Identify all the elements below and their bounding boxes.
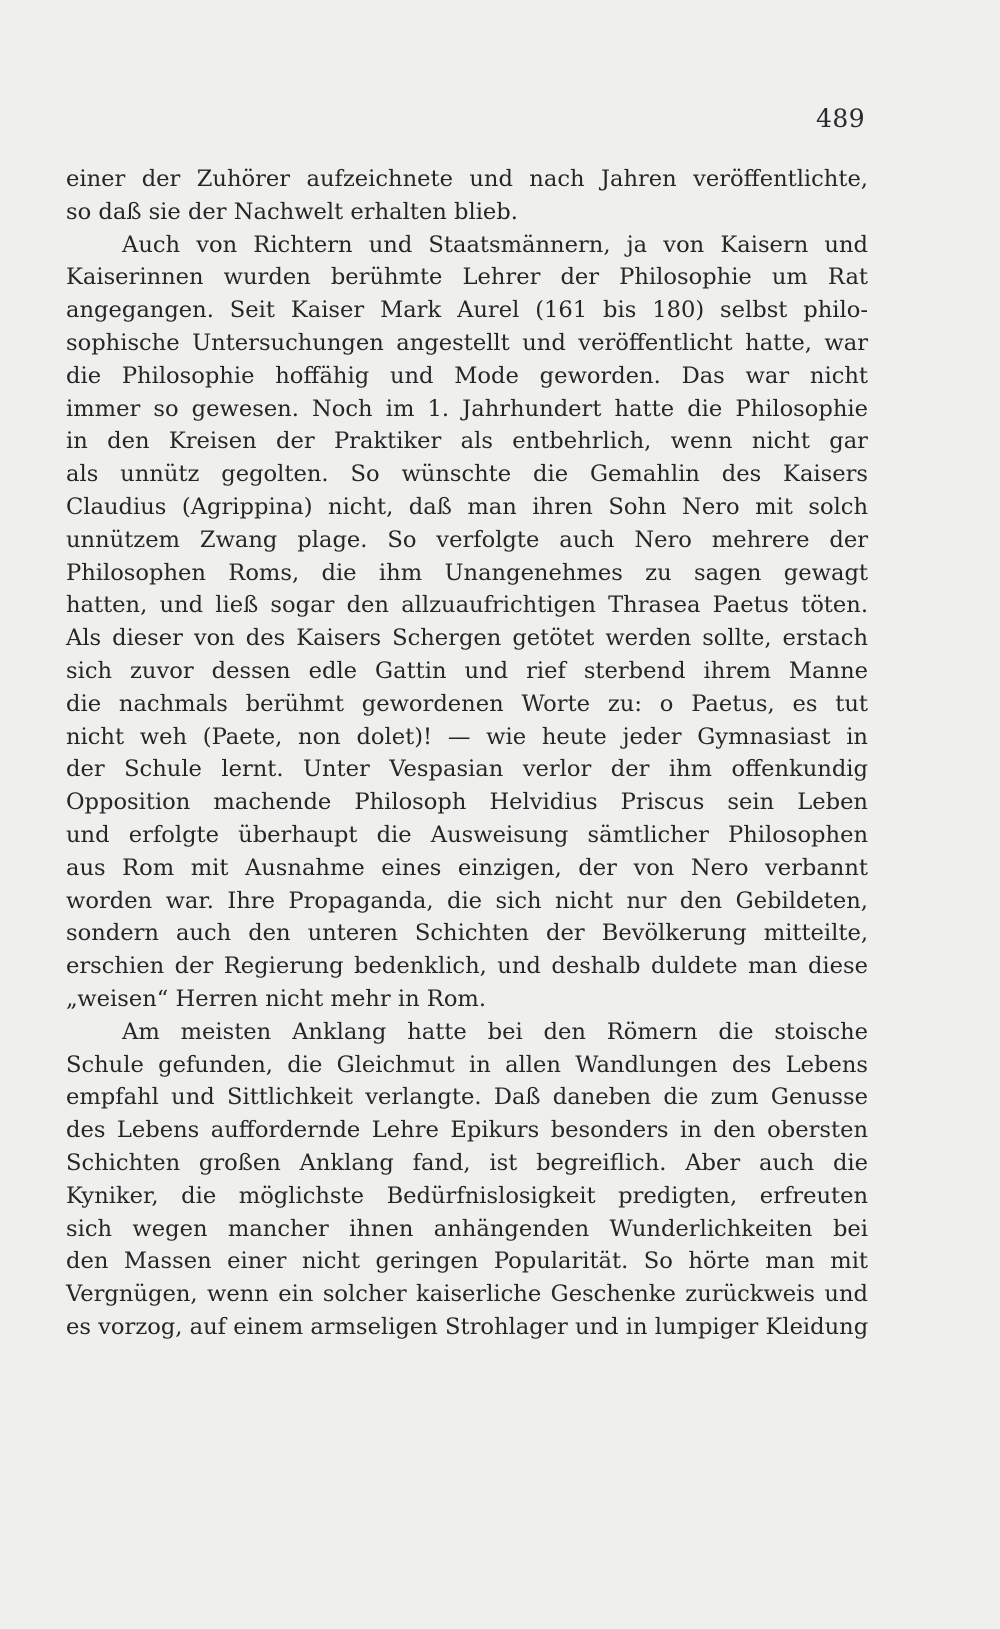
text-line: empfahl und Sittlichkeit verlangte. Daß daneben die zum Genusse — [66, 1084, 868, 1111]
text-line: Schichten großen Anklang fand, ist begreiflich. Aber auch die — [66, 1149, 868, 1176]
text-line: hatten, und ließ sogar den allzuaufrichtigen Thrasea Paetus töten. — [66, 592, 868, 619]
text-line: Opposition machende Philosoph Helvidius Priscus sein Leben — [66, 789, 868, 816]
text-line: Kyniker, die möglichste Bedürfnislosigkeit predigten, erfreuten — [66, 1182, 868, 1209]
text-line: nicht weh (Paete, non dolet)! — wie heute jeder Gymnasiast in — [66, 723, 868, 750]
text-line: Als dieser von des Kaisers Schergen getötet werden sollte, erstach — [66, 625, 868, 652]
text-line: den Massen einer nicht geringen Popularität. So hörte man mit — [66, 1248, 868, 1275]
text-line: des Lebens auffordernde Lehre Epikurs besonders in den obersten — [66, 1117, 868, 1144]
text-line: und erfolgte überhaupt die Ausweisung sämtlicher Philosophen — [66, 821, 868, 848]
page-number: 489 — [816, 104, 866, 133]
text-line: es vorzog, auf einem armseligen Strohlager und in lumpiger Kleidung — [66, 1313, 869, 1340]
text-line: unnützem Zwang plage. So verfolgte auch Nero mehrere der — [66, 526, 868, 553]
text-line: erschien der Regierung bedenklich, und deshalb duldete man diese — [66, 953, 868, 980]
text-line: Vergnügen, wenn ein solcher kaiserliche Geschenke zurückweis und — [66, 1281, 868, 1308]
text-line: Auch von Richtern und Staatsmännern, ja von Kaisern und — [122, 231, 868, 258]
text-line: so daß sie der Nachwelt erhalten blieb. — [66, 198, 518, 225]
text-line: der Schule lernt. Unter Vespasian verlor der ihm offenkundig — [66, 756, 868, 783]
text-line: Philosophen Roms, die ihm Unangenehmes zu sagen gewagt — [66, 559, 868, 586]
text-line: sich wegen mancher ihnen anhängenden Wunderlichkeiten bei — [66, 1215, 868, 1242]
text-line: Am meisten Anklang hatte bei den Römern die stoische — [122, 1018, 868, 1045]
text-line: die nachmals berühmt gewordenen Worte zu: o Paetus, es tut — [66, 690, 868, 717]
text-line: Schule gefunden, die Gleichmut in allen Wandlungen des Lebens — [66, 1051, 868, 1078]
text-line: „weisen“ Herren nicht mehr in Rom. — [66, 985, 487, 1012]
text-line: immer so gewesen. Noch im 1. Jahrhundert hatte die Philosophie — [66, 395, 868, 422]
text-line: Claudius (Agrippina) nicht, daß man ihren Sohn Nero mit solch — [66, 493, 868, 520]
text-line: worden war. Ihre Propaganda, die sich nicht nur den Gebildeten, — [66, 887, 868, 914]
text-line: sophische Untersuchungen angestellt und veröffentlicht hatte, war — [66, 329, 868, 356]
text-line: die Philosophie hoffähig und Mode geworden. Das war nicht — [66, 362, 868, 389]
text-line: aus Rom mit Ausnahme eines einzigen, der von Nero verbannt — [66, 854, 868, 881]
text-line: einer der Zuhörer aufzeichnete und nach Jahren veröffentlichte, — [66, 166, 868, 192]
text-line: als unnütz gegolten. So wünschte die Gemahlin des Kaisers — [66, 461, 868, 488]
text-line: sondern auch den unteren Schichten der Bevölkerung mitteilte, — [66, 920, 868, 947]
text-line: Kaiserinnen wurden berühmte Lehrer der Philosophie um Rat — [66, 264, 868, 291]
text-line: angegangen. Seit Kaiser Mark Aurel (161 bis 180) selbst philo- — [66, 297, 868, 324]
text-line: in den Kreisen der Praktiker als entbehrlich, wenn nicht gar — [66, 428, 868, 455]
text-line: sich zuvor dessen edle Gattin und rief sterbend ihrem Manne — [66, 657, 868, 684]
body-text — [66, 163, 868, 1344]
